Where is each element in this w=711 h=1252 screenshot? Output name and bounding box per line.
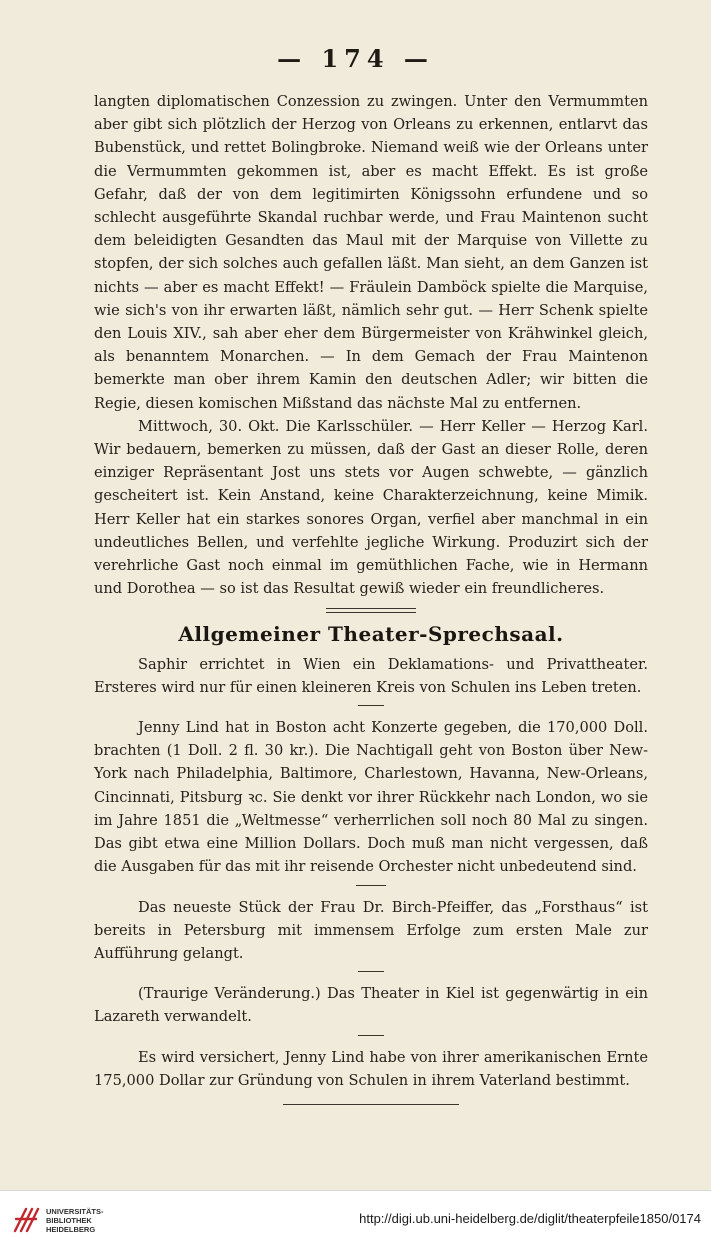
page-number: — 174 — xyxy=(277,44,434,73)
library-line: UNIVERSITÄTS- xyxy=(46,1207,104,1216)
item-divider xyxy=(358,1035,384,1036)
library-line: HEIDELBERG xyxy=(46,1225,96,1234)
heidelberg-library-logo-icon[interactable] xyxy=(12,1205,42,1235)
paragraph-continuation: langten diplomatischen Conzession zu zwingen. Unter den Vermummten aber gibt sich plötzlich der Herzog von Orleans zu erkennen, entlarvt das Bubenstück, und rettet Bolingbroke. Niemand weiß wie der Orleans unter die Vermummten gekommen ist, aber es macht Effekt. Es ist große Gefahr, daß der von dem legitimirten Königssohn erfundene und so schlecht ausgeführte Skandal ruchbar werde, und Frau Maintenon sucht dem beleidigten Gesandten das Maul mit der Marquise von Villette zu stopfen, der sich solches auch gefallen läßt. Man sieht, an dem Ganzen ist nichts — aber es macht Effekt! — Fräulein Damböck spielte die Marquise, wie sich's von ihr erwarten läßt, nämlich sehr gut. — Herr Schenk spielte den Louis XIV., sah aber eher dem Bürgermeister von Krähwinkel gleich, als benanntem Monarchen. — In dem Gemach der Frau Maintenon bemerkte man ober ihrem Kamin den deutschen Adler; wir bitten die Regie, diesen komischen Mißstand das nächste Mal zu entfernen. xyxy=(94,93,648,412)
paragraph-birch-pfeiffer: Das neueste Stück der Frau Dr. Birch-Pfeiffer, das „Forsthaus“ ist bereits in Petersburg mit immensem Erfolge zum ersten Male zur Aufführung gelangt. xyxy=(94,898,648,962)
paragraph-kiel-theater: (Traurige Veränderung.) Das Theater in Kiel ist gegenwärtig in ein Lazareth verwandelt. xyxy=(94,985,648,1026)
paragraph-jenny-lind-boston: Jenny Lind hat in Boston acht Konzerte gegeben, die 170,000 Doll. brachten (1 Doll. 2 fl. 30 kr.). Die Nachtigall geht von Boston über New-York nach Philadelphia, Baltimore, Charlestown, Havanna, New-Orleans, Cincinnati, Pitsburg ꝛc. Sie denkt vor ihrer Rückkehr nach London, wo sie im Jahre 1851 die „Weltmesse“ verherrlichen soll noch 80 Mal zu singen. Das gibt etwa eine Million Dollars. Doch muß man nicht vergessen, daß die Ausgaben für das mit ihr reisende Orchester nicht unbedeutend sind. xyxy=(94,719,648,876)
library-line: BIBLIOTHEK xyxy=(46,1216,92,1225)
item-divider xyxy=(358,705,384,706)
source-url-link[interactable]: http://digi.ub.uni-heidelberg.de/diglit/theaterpfeile1850/0174 xyxy=(359,1211,701,1226)
item-divider xyxy=(356,885,386,886)
end-rule xyxy=(283,1104,459,1105)
page-text xyxy=(94,90,648,1105)
footer-bar xyxy=(0,1190,711,1252)
section-divider xyxy=(326,608,416,613)
section-title: Allgemeiner Theater-Sprechsaal. xyxy=(178,622,564,647)
paragraph-karlsschueler-review: Mittwoch, 30. Okt. Die Karlsschüler. — Herr Keller — Herzog Karl. Wir bedauern, bemerken zu müssen, daß der Gast an dieser Rolle, deren einziger Repräsentant Jost uns stets vor Augen schwebte, — gänzlich gescheitert ist. Kein Anstand, keine Charakterzeichnung, keine Mimik. Herr Keller hat ein starkes sonores Organ, verfiel aber manchmal in ein undeutliches Bellen, und verfehlte jegliche Wirkung. Produzirt sich der verehrliche Gast noch einmal im gemüthlichen Fache, wie in Hermann und Dorothea — so ist das Resultat gewiß wieder ein freundlicheres. xyxy=(94,417,648,598)
paragraph-saphir: Saphir errichtet in Wien ein Deklamations- und Privattheater. Ersteres wird nur für einen kleineren Kreis von Schulen ins Leben treten. xyxy=(94,655,648,696)
library-name xyxy=(46,1207,104,1234)
paragraph-jenny-lind-schools: Es wird versichert, Jenny Lind habe von ihrer amerikanischen Ernte 175,000 Dollar zur Gründung von Schulen in ihrem Vaterland bestimmt. xyxy=(94,1048,648,1089)
item-divider xyxy=(358,971,384,972)
